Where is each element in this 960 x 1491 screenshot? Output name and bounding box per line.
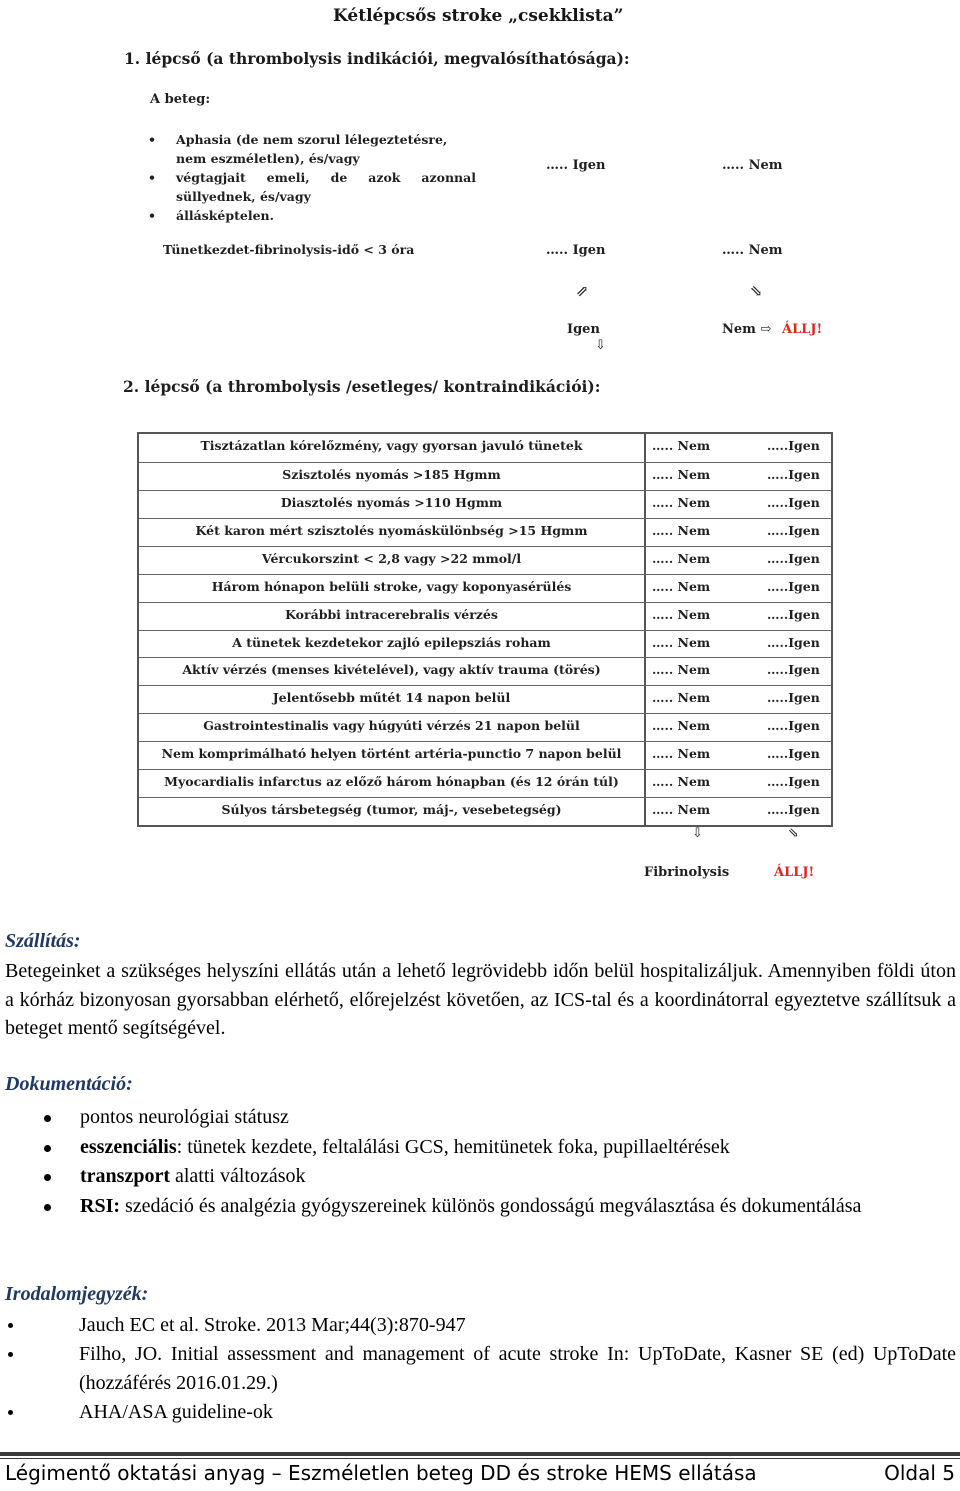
result-fibrinolysis: Fibrinolysis: [644, 865, 730, 880]
table-row: [139, 546, 831, 575]
yes-option: …..Igen: [767, 550, 820, 566]
references-list: [0, 1311, 956, 1427]
yes-option: …..Igen: [767, 802, 820, 818]
yes-option: …..Igen: [767, 466, 820, 482]
criteria-item: süllyednek, és/vagy: [176, 189, 311, 204]
no-option: ….. Nem: [652, 774, 711, 790]
no-option: ….. Nem: [652, 718, 711, 734]
documentation-list: [0, 1103, 956, 1221]
yes-option: …..Igen: [767, 718, 820, 734]
list-item: AHA/ASA guideline-ok: [0, 1398, 956, 1427]
footer-divider: [0, 1452, 960, 1456]
stop-label: ÁLLJ!: [774, 865, 815, 880]
no-option: ….. Nem: [652, 662, 711, 678]
contraindication-label: A tünetek kezdetekor zajló epilepsziás roham: [232, 634, 551, 650]
list-item: transzport alatti változások: [0, 1162, 956, 1192]
bullet-icon: [8, 1352, 13, 1357]
stop-label: ÁLLJ!: [782, 322, 823, 337]
arrow-diagonal-icon: ⇘: [788, 826, 799, 841]
onset-yes-option: ….. Igen: [546, 243, 606, 258]
criteria-item: • Aphasia (de nem szorul lélegeztetésre,: [148, 132, 448, 147]
table-row: [139, 685, 831, 714]
bullet-icon: [8, 1323, 13, 1328]
result-no: Nem ⇨: [722, 322, 772, 337]
contraindication-label: Diasztolés nyomás >110 Hgmm: [280, 494, 503, 510]
documentation-heading: Dokumentáció:: [5, 1073, 133, 1095]
arrow-down-icon: ⇩: [595, 338, 606, 353]
bullet-icon: [44, 1115, 51, 1122]
table-row: [139, 713, 831, 742]
contraindication-label: Aktív vérzés (menses kivételével), vagy aktív trauma (törés): [182, 662, 601, 678]
table-row: [139, 490, 831, 519]
contraindication-label: Nem komprimálható helyen történt artéria-punctio 7 napon belül: [161, 746, 622, 762]
table-row: [139, 518, 831, 547]
no-option: ….. Nem: [652, 634, 711, 650]
contraindication-label: Gastrointestinalis vagy húgyúti vérzés 21 napon belül: [203, 718, 580, 734]
list-item: Filho, JO. Initial assessment and management of acute stroke In: UpToDate, Kasner SE (ed) UpToDate (hozzáférés 2016.01.29.): [0, 1340, 956, 1398]
contraindication-label: Myocardialis infarctus az előző három hónapban (és 12 órán túl): [164, 774, 619, 790]
table-row: [139, 462, 831, 491]
step1-heading: 1. lépcső (a thrombolysis indikációi, megvalósíthatósága):: [124, 49, 630, 68]
footer-title: Légimentő oktatási anyag – Eszméletlen beteg DD és stroke HEMS ellátása: [5, 1461, 757, 1485]
bullet-icon: [44, 1145, 51, 1152]
onset-time-label: Tünetkezdet-fibrinolysis-idő < 3 óra: [163, 242, 415, 257]
table-row: [139, 797, 831, 826]
yes-option: …..Igen: [767, 634, 820, 650]
footer-divider: [0, 1458, 960, 1459]
list-item: RSI: szedáció és analgézia gyógyszereinek különös gondosságú megválasztása és dokumentálása: [0, 1192, 956, 1222]
checklist-title: Kétlépcsős stroke „csekklista”: [333, 6, 624, 26]
table-row: [139, 657, 831, 686]
contraindication-label: Két karon mért szisztolés nyomáskülönbség >15 Hgmm: [195, 522, 588, 538]
no-option: ….. Nem: [652, 494, 711, 510]
table-row: [139, 741, 831, 770]
no-option: ….. Nem: [652, 466, 711, 482]
criteria-item: • állásképtelen.: [148, 208, 274, 223]
page-number: Oldal 5: [884, 1461, 955, 1485]
contraindication-label: Súlyos társbetegség (tumor, máj-, vesebetegség): [221, 802, 562, 818]
patient-label: A beteg:: [150, 92, 211, 107]
transport-heading: Szállítás:: [5, 930, 81, 952]
contraindication-label: Tisztázatlan kórelőzmény, vagy gyorsan javuló tünetek: [200, 438, 583, 453]
contraindication-label: Három hónapon belüli stroke, vagy koponyasérülés: [211, 578, 572, 594]
criteria-item: nem eszméletlen), és/vagy: [176, 151, 360, 166]
bullet-icon: [44, 1204, 51, 1211]
yes-option: …..Igen: [767, 662, 820, 678]
no-option: ….. Nem: [652, 438, 711, 453]
contraindication-label: Szisztolés nyomás >185 Hgmm: [282, 466, 501, 482]
list-item: esszenciális: tünetek kezdete, feltalálási GCS, hemitünetek foka, pupillaeltérések: [0, 1133, 956, 1163]
no-option: ….. Nem: [652, 802, 711, 818]
step1-yes-option: ….. Igen: [546, 158, 606, 173]
list-item: Jauch EC et al. Stroke. 2013 Mar;44(3):870-947: [0, 1311, 956, 1340]
contraindication-table: [137, 432, 833, 827]
table-row: [139, 434, 831, 462]
no-option: ….. Nem: [652, 606, 711, 622]
table-row: [139, 602, 831, 631]
yes-option: …..Igen: [767, 690, 820, 706]
criteria-item: • végtagjait emeli, de azok azonnal: [148, 170, 476, 185]
yes-option: …..Igen: [767, 578, 820, 594]
no-option: ….. Nem: [652, 690, 711, 706]
contraindication-label: Korábbi intracerebralis vérzés: [285, 606, 498, 622]
no-option: ….. Nem: [652, 578, 711, 594]
yes-option: …..Igen: [767, 774, 820, 790]
contraindication-label: Vércukorszint < 2,8 vagy >22 mmol/l: [261, 550, 522, 566]
bullet-icon: [44, 1174, 51, 1181]
table-row: [139, 574, 831, 603]
transport-text: Betegeinket a szükséges helyszíni ellátás után a lehető legrövidebb időn belül hospitalizáljuk. Amennyiben földi úton a kórház bizonyosan gyorsabban elérhető, előrejelzést követően, az ICS-tal és a koordinátorral egyeztetve szállítsuk a beteget mentő segítségével.: [5, 960, 956, 1039]
references-heading: Irodalomjegyzék:: [5, 1283, 149, 1305]
step1-no-option: ….. Nem: [722, 158, 783, 173]
list-item: pontos neurológiai státusz: [0, 1103, 956, 1133]
onset-no-option: ….. Nem: [722, 243, 783, 258]
step1-criteria: [148, 130, 488, 225]
yes-option: …..Igen: [767, 746, 820, 762]
step2-heading: 2. lépcső (a thrombolysis /esetleges/ kontraindikációi):: [123, 377, 601, 396]
table-row: [139, 630, 831, 659]
result-yes: Igen: [567, 322, 600, 337]
no-option: ….. Nem: [652, 550, 711, 566]
no-option: ….. Nem: [652, 746, 711, 762]
arrow-yes-icon: ⇗: [576, 282, 589, 300]
bullet-icon: [8, 1410, 13, 1415]
yes-option: …..Igen: [767, 438, 820, 453]
arrow-down-icon: ⇩: [692, 826, 703, 841]
yes-option: …..Igen: [767, 494, 820, 510]
yes-option: …..Igen: [767, 522, 820, 538]
contraindication-label: Jelentősebb műtét 14 napon belül: [272, 690, 511, 706]
no-option: ….. Nem: [652, 522, 711, 538]
arrow-no-icon: ⇘: [750, 282, 763, 300]
table-row: [139, 769, 831, 798]
yes-option: …..Igen: [767, 606, 820, 622]
